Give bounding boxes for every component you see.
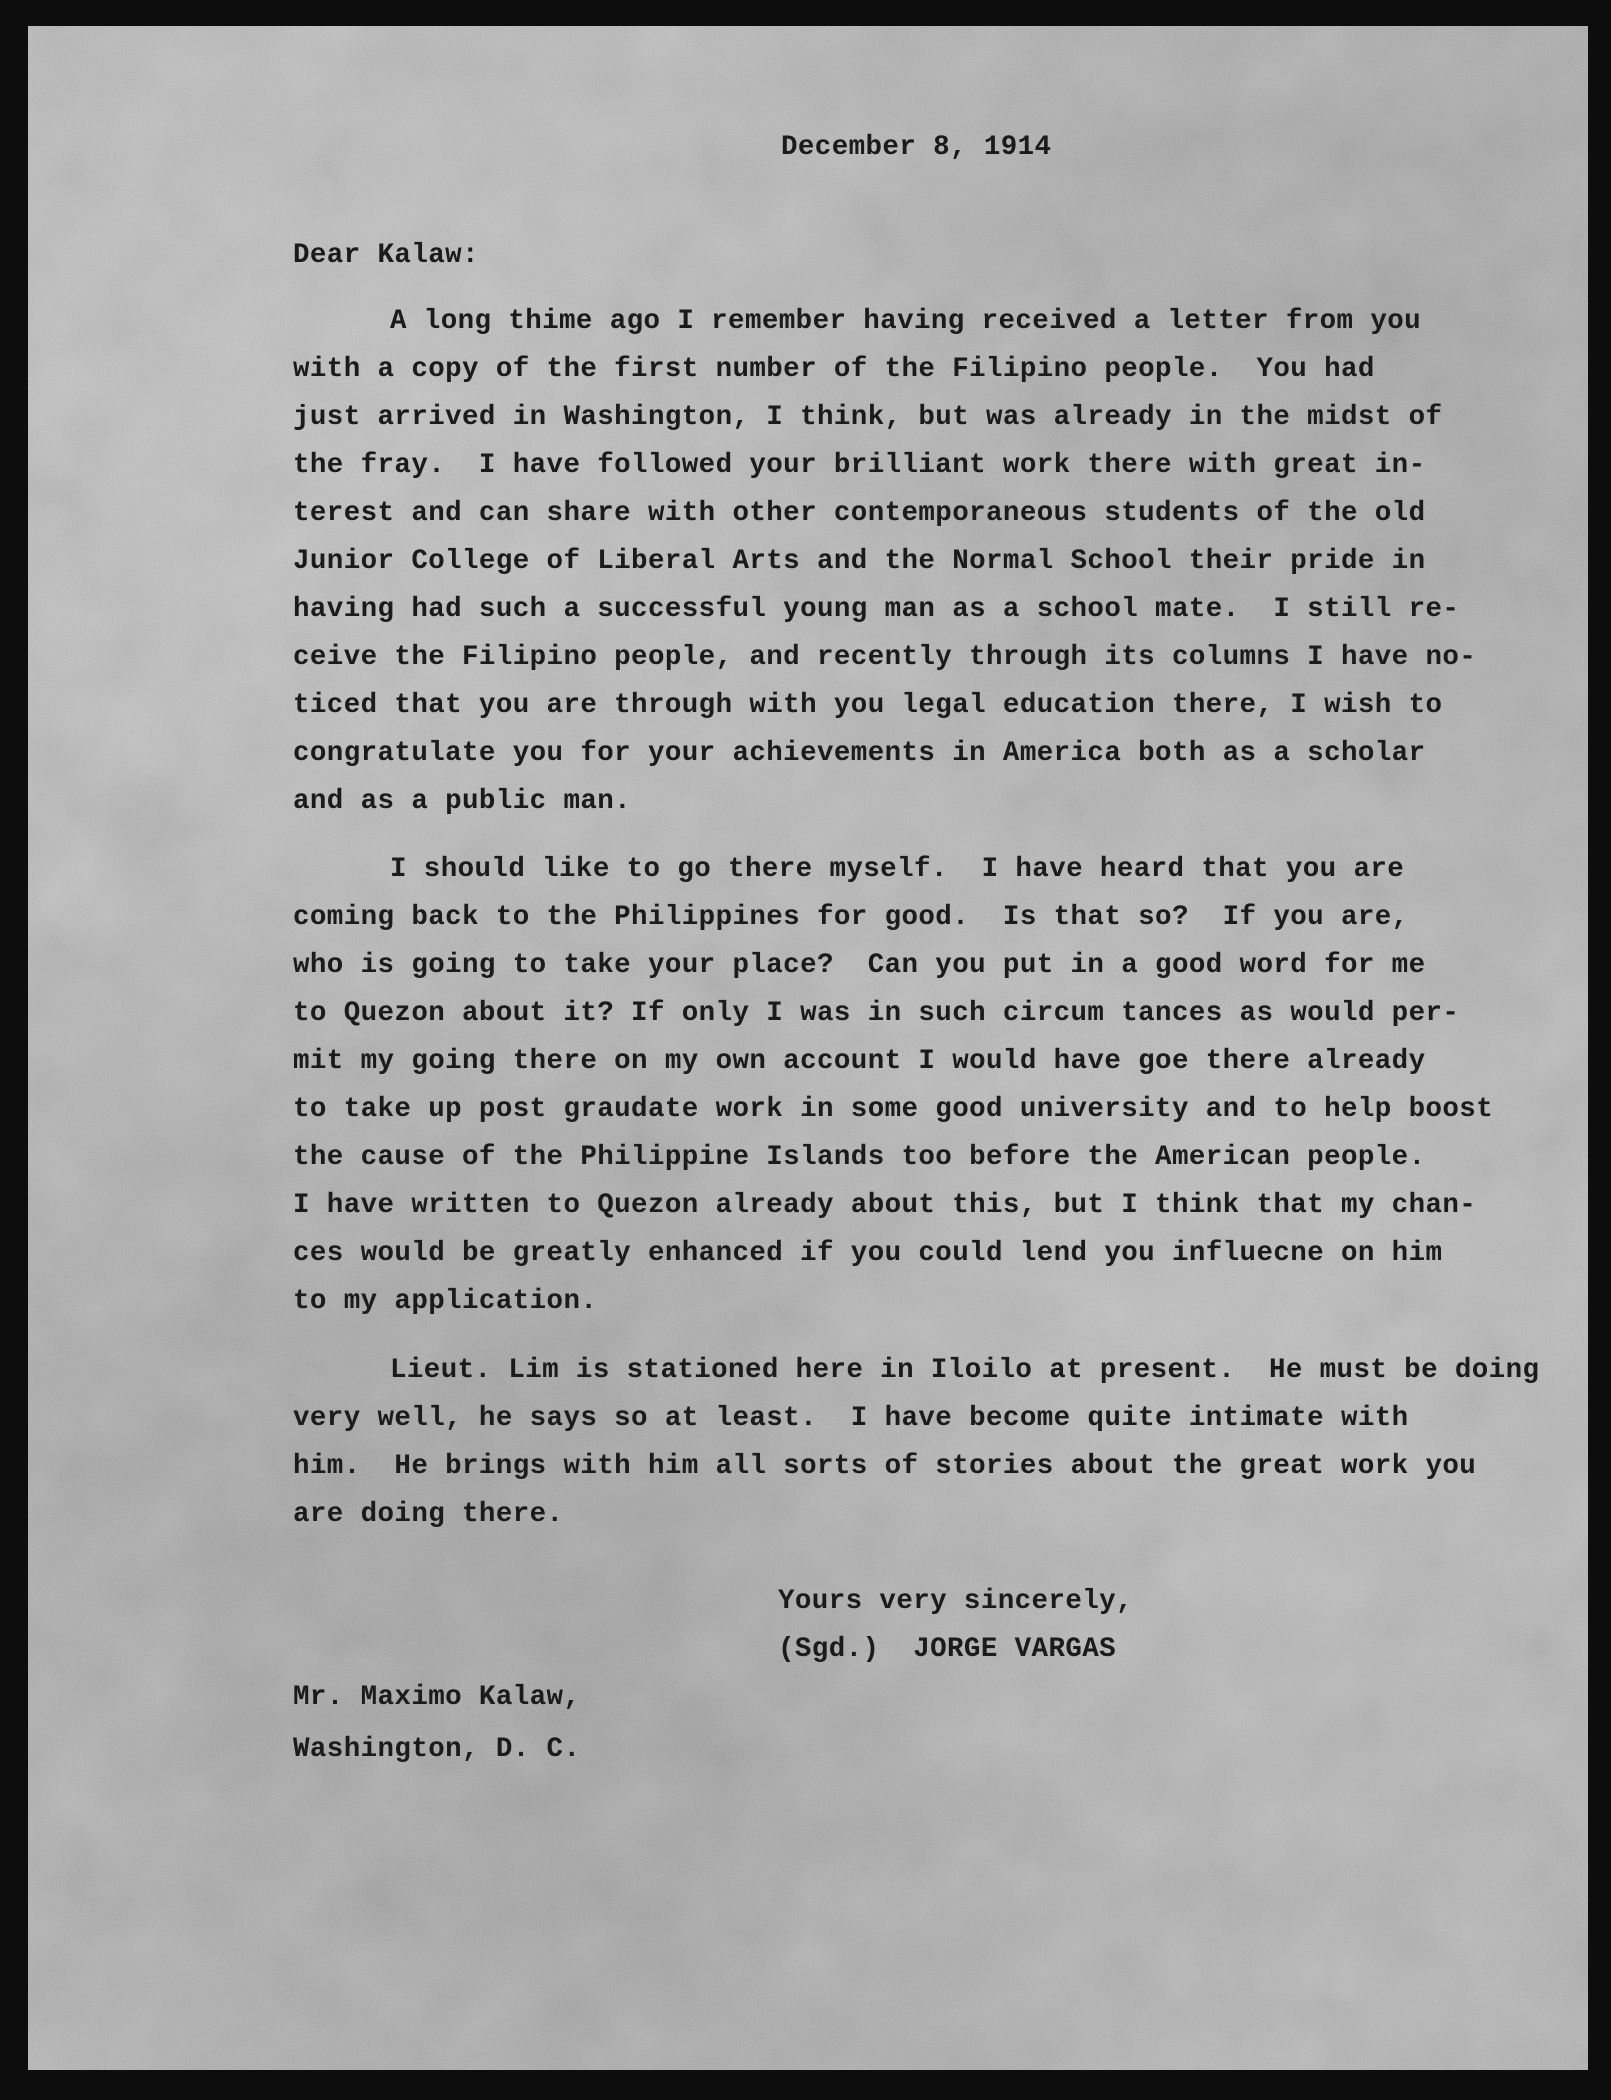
- paragraph-2-line: to Quezon about it? If only I was in such circum tances as would per-: [293, 998, 1460, 1029]
- paragraph-1-line: ceive the Filipino people, and recently through its columns I have no-: [293, 642, 1477, 673]
- paragraph-3-line: are doing there.: [293, 1499, 564, 1530]
- paragraph-2-line: who is going to take your place? Can you put in a good word for me: [293, 950, 1426, 981]
- paragraph-3-line: him. He brings with him all sorts of stories about the great work you: [293, 1451, 1477, 1482]
- paragraph-1-line: having had such a successful young man as a school mate. I still re-: [293, 594, 1460, 625]
- paragraph-2-line: to my application.: [293, 1286, 598, 1317]
- paragraph-2-line: the cause of the Philippine Islands too before the American people.: [293, 1142, 1426, 1173]
- paragraph-1: [293, 298, 1476, 826]
- paragraph-1-line: congratulate you for your achievements in America both as a scholar: [293, 738, 1426, 769]
- paragraph-1-line: Junior College of Liberal Arts and the Normal School their pride in: [293, 546, 1426, 577]
- paragraph-1-line: A long thime ago I remember having received a letter from you: [390, 306, 1422, 337]
- paragraph-2-line: mit my going there on my own account I would have goe there already: [293, 1046, 1426, 1077]
- paragraph-3-line: very well, he says so at least. I have become quite intimate with: [293, 1403, 1409, 1434]
- paragraph-2-line: to take up post graudate work in some good university and to help boost: [293, 1094, 1494, 1125]
- paragraph-1-line: ticed that you are through with you legal education there, I wish to: [293, 690, 1443, 721]
- paragraph-1-line: and as a public man.: [293, 786, 632, 817]
- valediction: Yours very sincerely,: [778, 1586, 1133, 1617]
- paragraph-2: [293, 846, 1493, 1326]
- paragraph-1-line: terest and can share with other contemporaneous students of the old: [293, 498, 1426, 529]
- addressee-block: [293, 1672, 580, 1776]
- paragraph-2-line: I have written to Quezon already about this, but I think that my chan-: [293, 1190, 1477, 1221]
- paragraph-2-line: I should like to go there myself. I have heard that you are: [390, 854, 1405, 885]
- paragraph-1-line: just arrived in Washington, I think, but was already in the midst of: [293, 402, 1443, 433]
- paragraph-1-line: with a copy of the first number of the Filipino people. You had: [293, 354, 1375, 385]
- paragraph-1-line: the fray. I have followed your brilliant work there with great in-: [293, 450, 1426, 481]
- addressee-name: Mr. Maximo Kalaw,: [293, 1682, 581, 1713]
- letter-date: December 8, 1914: [781, 132, 1052, 163]
- addressee-location: Washington, D. C.: [293, 1734, 581, 1765]
- signature: (Sgd.) JORGE VARGAS: [778, 1634, 1117, 1665]
- paragraph-3-line: Lieut. Lim is stationed here in Iloilo at present. He must be doing: [390, 1355, 1540, 1386]
- paragraph-3: [293, 1347, 1539, 1539]
- paragraph-2-line: coming back to the Philippines for good. Is that so? If you are,: [293, 902, 1409, 933]
- closing-block: [778, 1578, 1133, 1674]
- salutation: Dear Kalaw:: [293, 240, 479, 271]
- paragraph-2-line: ces would be greatly enhanced if you could lend you influecne on him: [293, 1238, 1443, 1269]
